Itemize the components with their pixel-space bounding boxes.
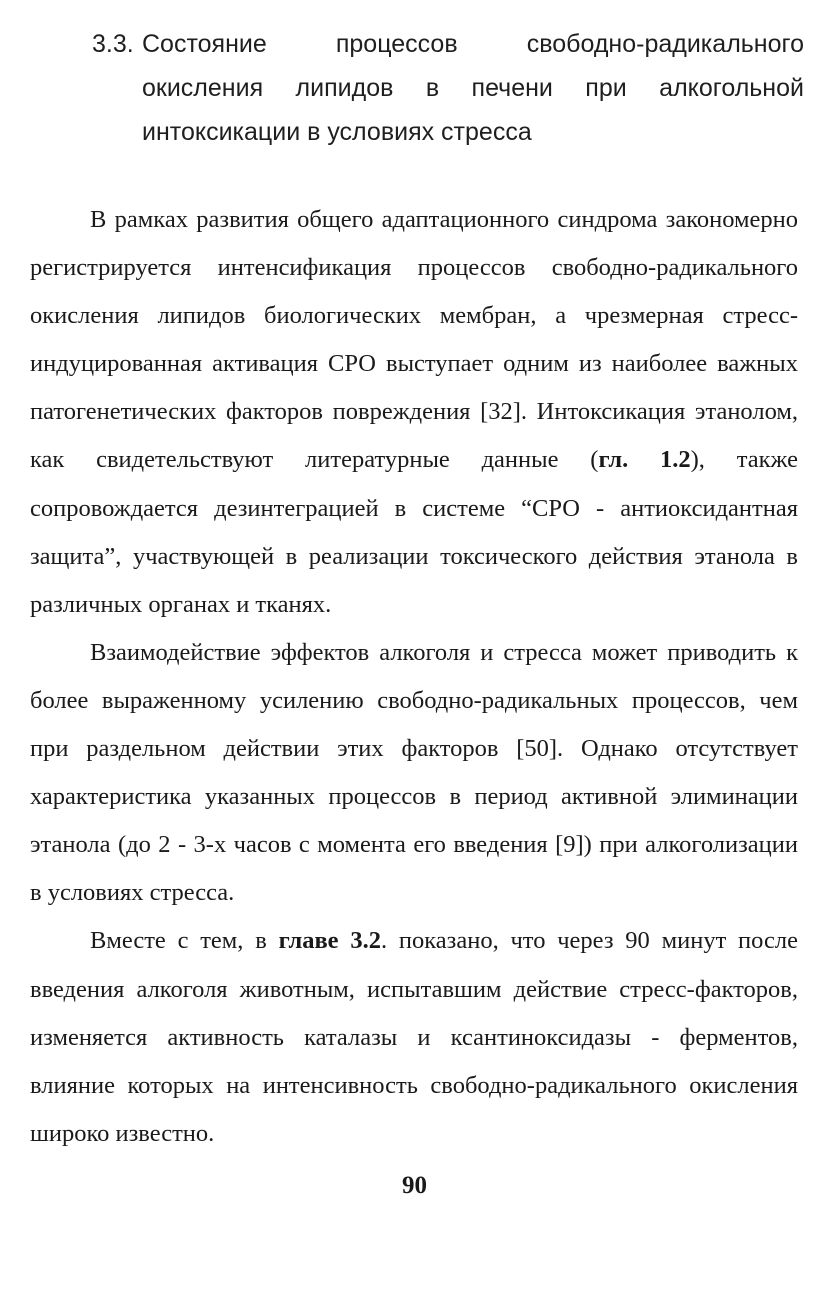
paragraph-1-text-end: ), также сопровождается дезинтеграцией в системе “СРО - антиоксидантная защита”, участвующей в реализации токсического действия этанола в различных органах и тканях.: [30, 446, 798, 618]
paragraph-2-text: Взаимодействие эффектов алкоголя и стресса может приводить к более выраженному усилению свободно-радикальных процессов, чем при раздельном действии этих факторов [50]. Однако отсутствует характеристика указанных процессов в период активной элиминации этанола (до 2 - 3-х часов с момента его введения [9]) при алкоголизации в условиях стресса.: [30, 638, 798, 907]
chapter-reference: гл. 1.2: [598, 446, 691, 474]
section-heading: [92, 22, 804, 154]
body-text: [30, 196, 798, 1158]
paragraph-3-text-start: Вместе с тем, в: [90, 927, 279, 955]
paragraph-3: [30, 917, 798, 1157]
paragraph-1-text-start: В рамках развития общего адаптационного синдрома закономерно регистрируется интенсификация процессов свободно-радикального окисления липидов биологических мембран, а чрезмерная стресс-индуцированная активация СРО выступает одним из наиболее важных патогенетических факторов повреждения [32]. Интоксикация этанолом, как свидетельствуют литературные данные (: [30, 206, 798, 474]
paragraph-2: [30, 629, 798, 918]
paragraph-1: [30, 196, 798, 629]
section-title: Состояние процессов свободно-радикального окисления липидов в печени при алкогольной интоксикации в условиях стресса: [142, 30, 804, 146]
section-number: 3.3.: [92, 30, 134, 58]
paragraph-3-text-end: . показано, что через 90 минут после введения алкоголя животным, испытавшим действие стресс-факторов, изменяется активность каталазы и ксантиноксидазы - ферментов, влияние которых на интенсивность свободно-радикального окисления широко известно.: [30, 927, 799, 1147]
page-number: 90: [402, 1172, 427, 1199]
chapter-reference: главе 3.2: [278, 927, 381, 955]
